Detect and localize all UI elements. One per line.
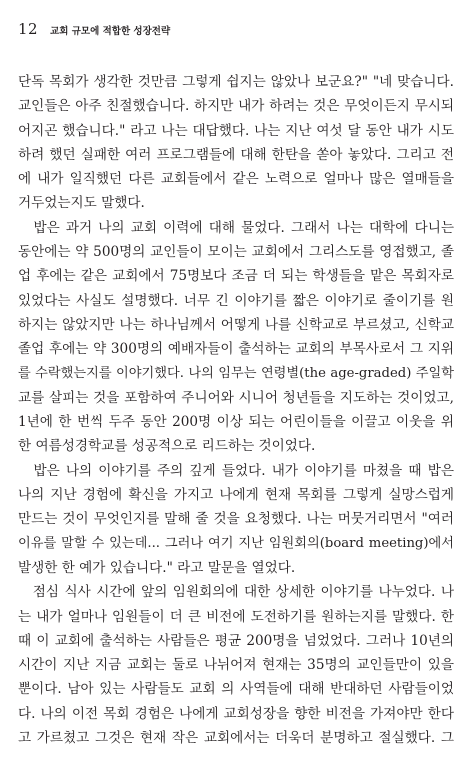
text-line: 교인들은 아주 친절했습니다. 하지만 내가 하려는 것은 무엇이든지 무시되 (18, 98, 454, 115)
body-text (18, 70, 454, 750)
running-title: 교회 규모에 적합한 성장전략 (50, 26, 171, 37)
text-line: 다. 나의 이전 목회 경험은 나에게 교회성장을 향한 비전을 가져야만 한다 (18, 705, 454, 722)
text-line: 졸업 후에는 약 300명의 예배자들이 출석하는 교회의 부목사로서 그 지위 (18, 341, 454, 358)
text-line: 발생한 한 예가 있습니다." 라고 말문을 열었다. (18, 559, 296, 576)
text-line: 어지곤 했습니다." 라고 나는 대답했다. 나는 지난 여섯 달 동안 내가 시도 (18, 122, 454, 139)
text-line: 동안에는 약 500명의 교인들이 모이는 교회에서 그리스도를 영접했고, 졸 (18, 244, 454, 261)
page-header (18, 20, 170, 38)
text-line: 업 후에는 같은 교회에서 75명보다 조금 더 되는 학생들을 맡은 목회자로 (18, 268, 454, 285)
text-line: 있었다는 사실도 설명했다. 너무 긴 이야기를 짧은 이야기로 줄이기를 원 (18, 292, 454, 309)
text-line: 때 이 교회에 출석하는 사람들은 평균 200명을 넘었었다. 그러나 10년의 (18, 632, 454, 649)
page-number: 12 (18, 20, 39, 38)
text-line: 1년에 한 번씩 두주 동안 200명 이상 되는 어린이들을 이끌고 이웃을 위 (18, 414, 454, 431)
text-line: 는 내가 얼마나 임원들이 더 큰 비전에 도전하기를 원하는지를 말했다. 한 (18, 608, 454, 625)
text-line: 하려 했던 실패한 여러 프로그램들에 대해 한탄을 쏟아 놓았다. 그리고 전 (18, 146, 454, 163)
text-line: 고 가르쳤고 그것은 현재 작은 교회에서는 더욱더 분명하고 절실했다. 그 (18, 730, 454, 747)
text-line: 이유를 말할 수 있는데... 그러나 여기 지난 임원회의(board meeting)에서 (18, 535, 454, 551)
text-line: 만드는 것이 무엇인지를 말해 줄 것을 요청했다. 나는 머뭇거리면서 "여러 (18, 511, 454, 528)
text-line: 단독 목회가 생각한 것만큼 그렇게 쉽지는 않았나 보군요?" "네 맞습니다. (18, 74, 454, 90)
text-line: 에 내가 일직했던 다른 교회들에서 같은 노력으로 얼마나 많은 열매들을 (18, 171, 454, 188)
text-line: 점심 식사 시간에 앞의 임원회의에 대한 상세한 이야기를 나누었다. 나 (18, 584, 454, 601)
text-line: 거두었는지도 말했다. (18, 195, 145, 212)
text-line: 시간이 지난 지금 교회는 둘로 나뉘어져 현재는 35명의 교인들만이 있을 (18, 657, 454, 674)
text-line: 밥은 나의 이야기를 주의 깊게 들었다. 내가 이야기를 마쳤을 때 밥은 (18, 462, 454, 479)
text-line: 뿐이다. 남아 있는 사람들도 교회 의 사역들에 대해 반대하던 사람들이었 (18, 681, 454, 698)
text-line: 나의 지난 경험에 확신을 가지고 나에게 현재 목회를 그렇게 실망스럽게 (18, 487, 454, 504)
text-line: 한 여름성경학교를 성공적으로 리드하는 것이었다. (18, 438, 316, 455)
text-line: 를 수락했는지를 이야기했다. 나의 임무는 연령별(the age-graded) 주일학 (18, 365, 454, 381)
text-line: 밥은 과거 나의 교회 이력에 대해 물었다. 그래서 나는 대학에 다니는 (18, 219, 454, 236)
text-line: 교를 살피는 것을 포함하여 주니어와 시니어 청년들을 지도하는 것이었고, (18, 389, 454, 406)
text-line: 하지는 않았지만 나는 하나님께서 어떻게 나를 신학교로 부르셨고, 신학교 (18, 316, 454, 333)
